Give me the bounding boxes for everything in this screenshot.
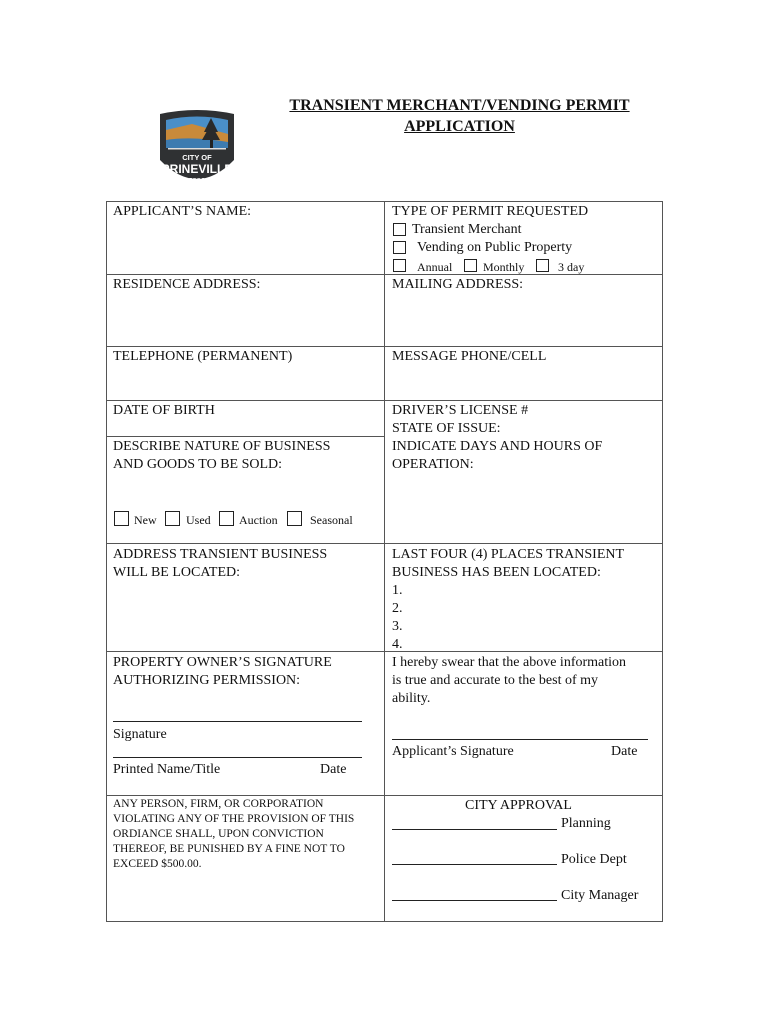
residence-address-label: RESIDENCE ADDRESS: (113, 277, 261, 292)
used-label: Used (186, 513, 211, 527)
annual-label: Annual (417, 260, 453, 274)
used-checkbox[interactable] (165, 511, 180, 526)
place-item: 4. (392, 637, 403, 652)
days-hours-label-1: INDICATE DAYS AND HOURS OF (392, 439, 603, 454)
police-line[interactable] (392, 864, 557, 865)
days-hours-label-2: OPERATION: (392, 457, 474, 472)
swear-text-3: ability. (392, 691, 431, 706)
city-logo (152, 108, 242, 190)
city-manager-label: City Manager (561, 888, 639, 903)
vending-checkbox[interactable] (393, 241, 406, 254)
message-phone-label: MESSAGE PHONE/CELL (392, 349, 547, 364)
telephone-label: TELEPHONE (PERMANENT) (113, 349, 293, 364)
row-divider (106, 346, 663, 347)
auction-label: Auction (239, 513, 278, 527)
annual-checkbox[interactable] (393, 259, 406, 272)
date-label-right: Date (611, 744, 638, 759)
three-day-label: 3 day (558, 260, 585, 274)
monthly-checkbox[interactable] (464, 259, 477, 272)
owner-signature-label-2: AUTHORIZING PERMISSION: (113, 673, 301, 688)
place-item: 2. (392, 601, 403, 616)
printed-name-label: Printed Name/Title (113, 762, 221, 777)
signature-line[interactable] (113, 721, 362, 722)
page-title-line2: APPLICATION (404, 118, 515, 135)
applicant-signature-line[interactable] (392, 739, 648, 740)
address-business-label-1: ADDRESS TRANSIENT BUSINESS (113, 547, 328, 562)
last-four-label-2: BUSINESS HAS BEEN LOCATED: (392, 565, 601, 580)
seasonal-label: Seasonal (310, 513, 353, 527)
swear-text-2: is true and accurate to the best of my (392, 673, 599, 688)
logo-line3: OREGON (184, 178, 210, 184)
city-approval-heading: CITY APPROVAL (465, 798, 572, 813)
city-manager-line[interactable] (392, 900, 557, 901)
logo-line2: PRINEVILLE (161, 162, 233, 176)
transient-merchant-checkbox[interactable] (393, 223, 406, 236)
last-four-label-1: LAST FOUR (4) PLACES TRANSIENT (392, 547, 625, 562)
place-item: 3. (392, 619, 403, 634)
signature-label: Signature (113, 727, 167, 742)
state-of-issue-label: STATE OF ISSUE: (392, 421, 501, 436)
row-divider (106, 651, 663, 652)
row-divider (106, 795, 663, 796)
business-nature-label-1: DESCRIBE NATURE OF BUSINESS (113, 439, 331, 454)
page-title-line1: TRANSIENT MERCHANT/VENDING PERMIT (289, 97, 630, 114)
mailing-address-label: MAILING ADDRESS: (392, 277, 524, 292)
monthly-label: Monthly (483, 260, 525, 274)
new-label: New (134, 513, 157, 527)
dob-label: DATE OF BIRTH (113, 403, 215, 418)
address-business-label-2: WILL BE LOCATED: (113, 565, 241, 580)
drivers-license-label: DRIVER’S LICENSE # (392, 403, 529, 418)
applicant-name-label: APPLICANT’S NAME: (113, 204, 252, 219)
swear-text-1: I hereby swear that the above information (392, 655, 627, 670)
applicant-signature-label: Applicant’s Signature (392, 744, 514, 759)
auction-checkbox[interactable] (219, 511, 234, 526)
vending-label: Vending on Public Property (417, 240, 573, 255)
business-nature-label-2: AND GOODS TO BE SOLD: (113, 457, 283, 472)
printed-name-line[interactable] (113, 757, 362, 758)
new-checkbox[interactable] (114, 511, 129, 526)
row-divider (106, 400, 663, 401)
police-label: Police Dept (561, 852, 627, 867)
transient-merchant-label: Transient Merchant (412, 222, 522, 237)
place-item: 1. (392, 583, 403, 598)
row-divider (106, 436, 385, 437)
planning-label: Planning (561, 816, 611, 831)
penalty-notice: ANY PERSON, FIRM, OR CORPORATION VIOLATING ANY OF THE PROVISION OF THIS ORDIANCE SHALL, UPON CONVICTION THEREOF, BE PUNISHED BY A FINE NOT TO EXCEED $500.00. (113, 798, 355, 870)
row-divider (106, 543, 663, 544)
logo-line1: CITY OF (182, 153, 212, 162)
owner-signature-label-1: PROPERTY OWNER’S SIGNATURE (113, 655, 332, 670)
date-label-left: Date (320, 762, 347, 777)
three-day-checkbox[interactable] (536, 259, 549, 272)
form-column-divider (384, 201, 385, 922)
seasonal-checkbox[interactable] (287, 511, 302, 526)
permit-type-heading: TYPE OF PERMIT REQUESTED (392, 204, 589, 219)
planning-line[interactable] (392, 829, 557, 830)
